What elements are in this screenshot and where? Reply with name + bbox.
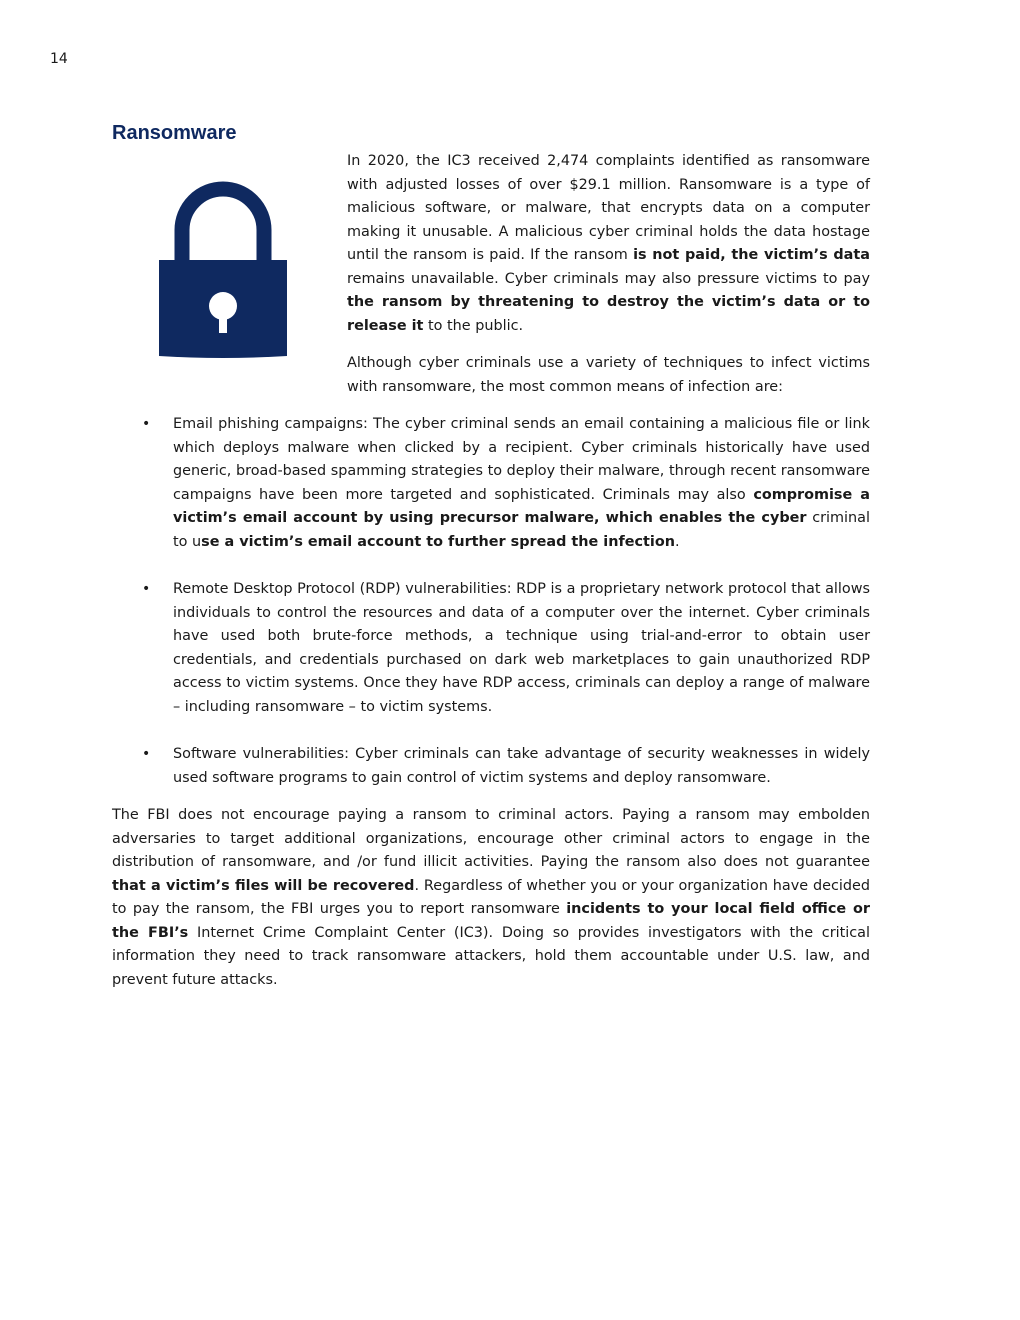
closing-text-c: . Regardless of whether you or your organization have decided to pay the ransom, the FBI urges you to report ransomware <box>112 877 870 917</box>
intro-paragraph-2: Although cyber criminals use a variety of techniques to infect victims with ransomware, the most common means of infection are: <box>347 355 870 395</box>
intro-paragraph-1 <box>347 150 870 338</box>
bullet-1-bold-b: compromise a victim’s email account by using precursor malware, which enables the cyber <box>173 486 871 526</box>
intro-p1-bold-d: the ransom by threatening to destroy the victim’s data or to release it <box>347 294 870 334</box>
bullet-1-text-c: criminal to u <box>173 510 870 550</box>
page-number: 14 <box>50 51 68 67</box>
closing-text-e: Internet Crime Complaint Center (IC3). Doing so provides investigators with the critical information they need to track ransomware attackers, hold them accountable under U.S. law, and prevent future attacks. <box>112 924 870 988</box>
section-title: Ransomware <box>112 122 237 144</box>
bullet-icon: • <box>142 416 151 432</box>
bullet-1-bold-d: se a victim’s email account to further spread the infection <box>201 533 675 550</box>
closing-paragraph <box>112 804 870 992</box>
padlock-shackle <box>182 189 264 260</box>
closing-text-a: The FBI does not encourage paying a ransom to criminal actors. Paying a ransom may embolden adversaries to target additional organizations, encourage other criminal actors to engage in the distribution of ransomware, and /or fund illicit activities. Paying the ransom also does not guarantee <box>112 807 870 870</box>
list-item-email-phishing <box>112 413 870 554</box>
bullet-2-text: Remote Desktop Protocol (RDP) vulnerabilities: RDP is a proprietary network protocol that allows individuals to control the resources and data of a computer over the internet. Cyber criminals have used both brute-force methods, a technique using trial-and-error to obtain user credentials, and credentials purchased on dark web marketplaces to gain unauthorized RDP access to victim systems. Once they have RDP access, criminals can deploy a range of malware – including ransomware – to victim systems. <box>173 581 870 715</box>
bullet-icon: • <box>142 746 151 762</box>
intro-p1-text-e: to the public. <box>423 317 524 334</box>
closing-bold-b: that a victim’s files will be recovered <box>112 877 415 894</box>
intro-p1-bold-b: is not paid, the victim’s data <box>633 247 870 263</box>
bullet-icon: • <box>142 581 151 597</box>
closing-bold-d: incidents to your local field office or the FBI’s <box>112 901 870 941</box>
keyhole-slot <box>219 312 227 333</box>
bullet-1-text-e: . <box>674 533 680 550</box>
list-item-software-vulnerabilities <box>112 743 870 790</box>
intro-text <box>347 150 870 399</box>
intro-p1-text-c: remains unavailable. Cyber criminals may also pressure victims to pay <box>347 270 870 287</box>
intro-p1-text-a: In 2020, the IC3 received 2,474 complaints identified as ransomware with adjusted losses of over $29.1 million. Ransomware is a type of malicious software, or malware, that encrypts data on a computer making it unusable. A malicious cyber criminal holds the data hostage until the ransom is paid. If the ransom <box>347 153 870 263</box>
list-item-rdp <box>112 578 870 719</box>
infection-methods-list <box>112 413 870 790</box>
padlock-icon <box>154 176 292 362</box>
bullet-1-text-a: Email phishing campaigns: The cyber criminal sends an email containing a malicious file or link which deploys malware when clicked by a recipient. Cyber criminals historically have used generic, broad-based spamming strategies to deploy their malware, through recent ransomware campaigns have been more targeted and sophisticated. Criminals may also <box>173 416 870 503</box>
bullet-3-text: Software vulnerabilities: Cyber criminals can take advantage of security weaknesses in widely used software programs to gain control of victim systems and deploy ransomware. <box>173 746 870 786</box>
